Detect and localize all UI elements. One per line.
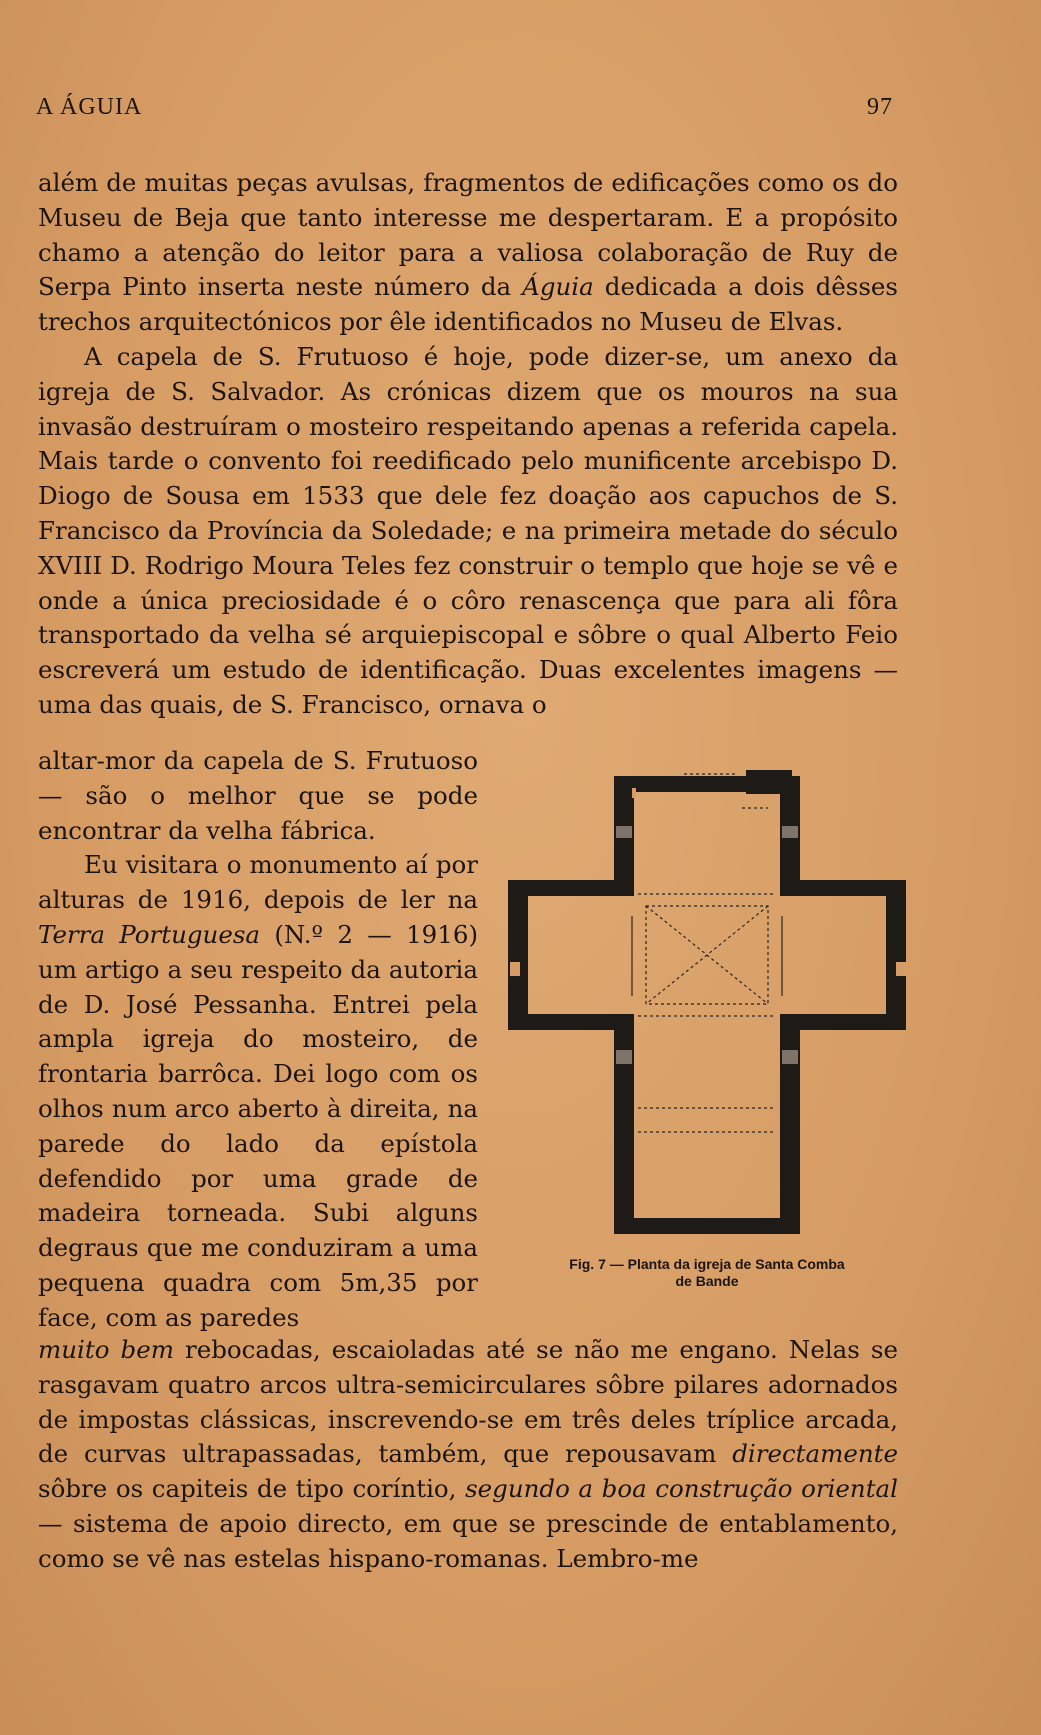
plan-wall-bottom <box>614 1218 800 1234</box>
plan-door-jamb-left <box>616 1050 632 1064</box>
plan-door-jamb-right <box>782 1050 798 1064</box>
church-floor-plan-figure <box>508 766 906 1236</box>
plan-wall-far-right <box>886 880 906 1030</box>
journal-name-italic: Águia <box>522 272 594 302</box>
body-text-top <box>38 166 898 723</box>
paragraph-3: Eu visitara o monumento aí por alturas de 1916, depois de ler na Terra Portuguesa (N.º 2 — 1916) um artigo a seu respeito da autoria de D. José Pessanha. Entrei pela ampla igreja do mosteiro, de frontaria barrôca. Dei logo com os olhos num arco aberto à direita, na parede do lado da epístola defendido por uma grade de madeira torneada. Subi alguns degraus que me conduziram a uma pequena quadra com 5m,35 por face, com as paredes <box>38 850 479 1332</box>
page-number: 97 <box>867 94 893 120</box>
figure-caption <box>508 1256 906 1290</box>
magazine-name-italic: Terra Portuguesa <box>38 919 261 949</box>
floor-plan-drawing <box>508 766 906 1236</box>
caption-line-1: Fig. 7 — Planta da igreja de Santa Comba <box>569 1256 845 1272</box>
journal-title: A ÁGUIA <box>36 94 143 120</box>
plan-wall-nave-right <box>780 1014 800 1234</box>
body-text-left-column <box>38 744 478 1336</box>
paragraph-2-continued: altar-mor da capela de S. Frutuoso — são o melhor que se pode encontrar da velha fábrica. <box>38 746 478 845</box>
body-text-bottom <box>38 1333 898 1577</box>
running-head <box>36 94 893 124</box>
caption-line-2: de Bande <box>675 1273 739 1289</box>
plan-wall-far-left <box>508 880 528 1030</box>
paragraph-2: A capela de S. Frutuoso é hoje, pode dizer-se, um anexo da igreja de S. Salvador. As crónicas dizem que os mouros na sua invasão destruíram o mosteiro respeitando apenas a referida capela. Mais tarde o convento foi reedificado pelo munificente arcebispo D. Diogo de Sousa em 1533 que dele fez doação aos capuchos de S. Francisco da Província da Soledade; e na primeira metade do século XVIII D. Rodrigo Moura Teles fez construir o templo que hoje se vê e onde a única preciosidade é o côro renascença que para ali fôra transportado da velha sé arquiepiscopal e sôbre o qual Alberto Feio escreverá um estudo de identificação. Duas excelentes imagens — uma das quais, de S. Francisco, ornava o <box>38 341 898 719</box>
plan-wall-nave-left <box>614 1014 634 1234</box>
plan-corner-mass <box>746 770 792 794</box>
paragraph-1: além de muitas peças avulsas, fragmentos de edificações como os do Museu de Beja que tanto interesse me despertaram. E a propósito chamo a atenção do leitor para a valiosa colaboração de Ruy de Serpa Pinto inserta neste número da Águia dedicada a dois dêsses trechos arquitectónicos por êle identificados no Museu de Elvas. <box>38 168 898 337</box>
paragraph-3-continued: muito bem rebocadas, escaioladas até se não me engano. Nelas se rasgavam quatro arcos ultra-semicirculares sôbre pilares adornados de impostas clássicas, inscrevendo-se em três deles tríplice arcada, de curvas ultrapassadas, também, que repousavam directamente sôbre os capiteis de tipo coríntio, segundo a boa construção oriental — sistema de apoio directo, em que se prescinde de entablamento, como se vê nas estelas hispano-romanas. Lembro-me <box>38 1335 898 1573</box>
